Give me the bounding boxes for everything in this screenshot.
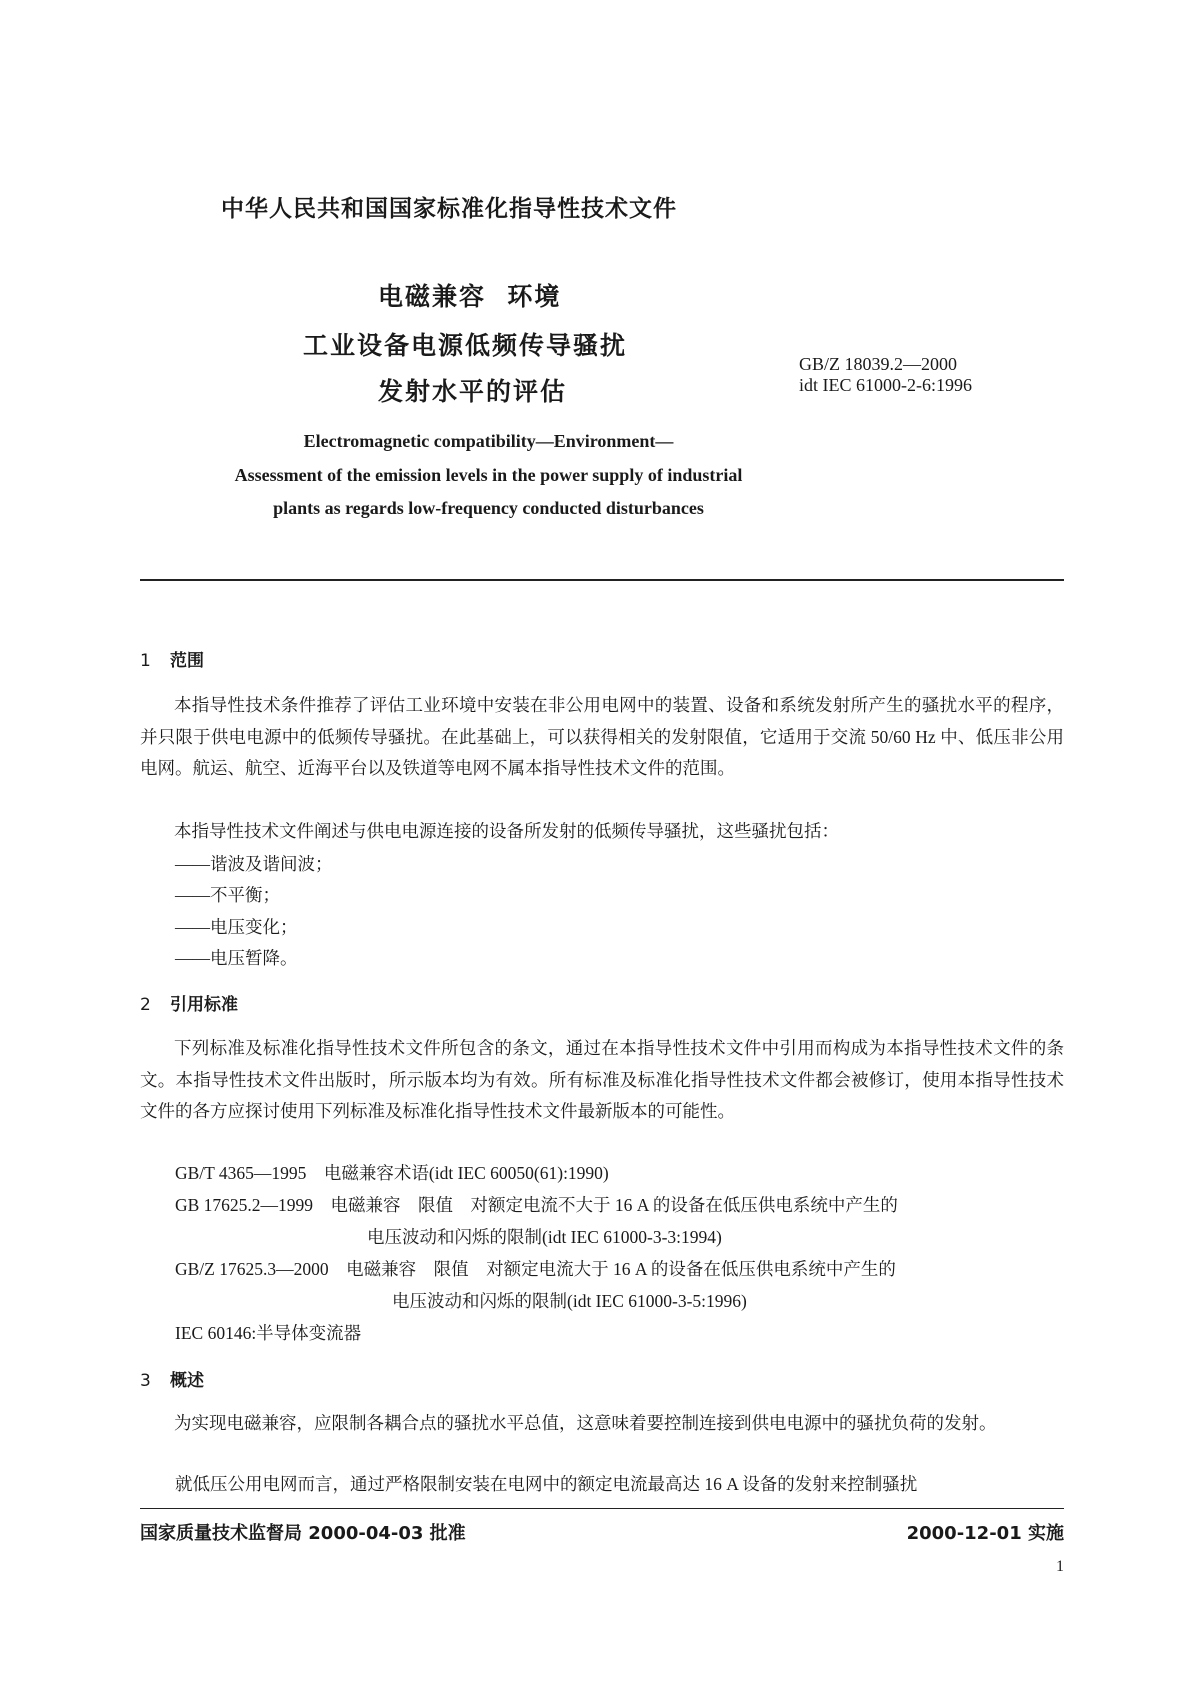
document-header: 中华人民共和国国家标准化指导性技术文件	[221, 196, 677, 222]
reference-item: GB 17625.2—1999 电磁兼容 限值 对额定电流不大于 16 A 的设备在低压供电系统中产生的	[175, 1195, 898, 1215]
reference-item: GB/Z 17625.3—2000 电磁兼容 限值 对额定电流大于 16 A 的设备在低压供电系统中产生的	[175, 1259, 896, 1279]
section-3-heading	[140, 1366, 204, 1391]
section-number: 1	[140, 651, 151, 671]
english-title-line-1: Electromagnetic compatibility—Environment—	[303, 431, 674, 451]
section-title: 范围	[170, 651, 204, 671]
section-1-paragraph-1: 本指导性技术条件推荐了评估工业环境中安装在非公用电网中的装置、设备和系统发射所产生的骚扰水平的程序，并只限于供电电源中的低频传导骚扰。在此基础上，可以获得相关的发射限值，它适用于交流 50/60 Hz 中、低压非公用电网。航运、航空、近海平台以及铁道等电网不属本指导性技术文件的范围。	[140, 695, 1064, 778]
footer-divider	[140, 1508, 1064, 1509]
english-title-line-3: plants as regards low-frequency conducted disturbances	[273, 498, 704, 518]
section-1-paragraph-2: 本指导性技术文件阐述与供电电源连接的设备所发射的低频传导骚扰，这些骚扰包括：	[174, 821, 839, 841]
title-line-1: 电磁兼容 环境	[378, 282, 562, 311]
list-item: ——电压暂降。	[175, 948, 298, 968]
implementation-date: 2000-12-01 实施	[906, 1523, 1064, 1544]
section-number: 2	[140, 995, 151, 1015]
page-number: 1	[1056, 1558, 1064, 1575]
section-number: 3	[140, 1371, 151, 1391]
list-item: ——电压变化；	[175, 917, 298, 937]
list-item: ——谐波及谐间波；	[175, 854, 333, 874]
section-title: 引用标准	[170, 995, 238, 1015]
standard-code: GB/Z 18039.2—2000	[799, 354, 958, 374]
title-line-2: 工业设备电源低频传导骚扰	[303, 331, 628, 360]
section-2-paragraph-1: 下列标准及标准化指导性技术文件所包含的条文，通过在本指导性技术文件中引用而构成为本指导性技术文件的条文。本指导性技术文件出版时，所示版本均为有效。所有标准及标准化指导性技术文件都会被修订，使用本指导性技术文件的各方应探讨使用下列标准及标准化指导性技术文件最新版本的可能性。	[140, 1038, 1064, 1121]
reference-item-continuation: 电压波动和闪烁的限制(idt IEC 61000-3-5:1996)	[392, 1291, 747, 1311]
section-title: 概述	[170, 1371, 204, 1391]
section-1-heading	[140, 646, 204, 671]
reference-item: IEC 60146:半导体变流器	[175, 1323, 362, 1343]
section-3-paragraph-1: 为实现电磁兼容，应限制各耦合点的骚扰水平总值，这意味着要控制连接到供电电源中的骚扰负荷的发射。	[174, 1413, 997, 1433]
title-line-3: 发射水平的评估	[378, 377, 568, 406]
english-title-line-2: Assessment of the emission levels in the power supply of industrial	[234, 465, 743, 485]
idt-code: idt IEC 61000-2-6:1996	[799, 375, 972, 395]
section-3-paragraph-2: 就低压公用电网而言，通过严格限制安装在电网中的额定电流最高达 16 A 设备的发射来控制骚扰	[175, 1474, 918, 1494]
approval-date: 国家质量技术监督局 2000-04-03 批准	[140, 1523, 466, 1544]
header-divider	[140, 579, 1064, 581]
list-item: ——不平衡；	[175, 885, 280, 905]
section-2-heading	[140, 990, 238, 1015]
reference-item: GB/T 4365—1995 电磁兼容术语(idt IEC 60050(61):1990)	[175, 1163, 609, 1183]
reference-item-continuation: 电压波动和闪烁的限制(idt IEC 61000-3-3:1994)	[367, 1227, 722, 1247]
